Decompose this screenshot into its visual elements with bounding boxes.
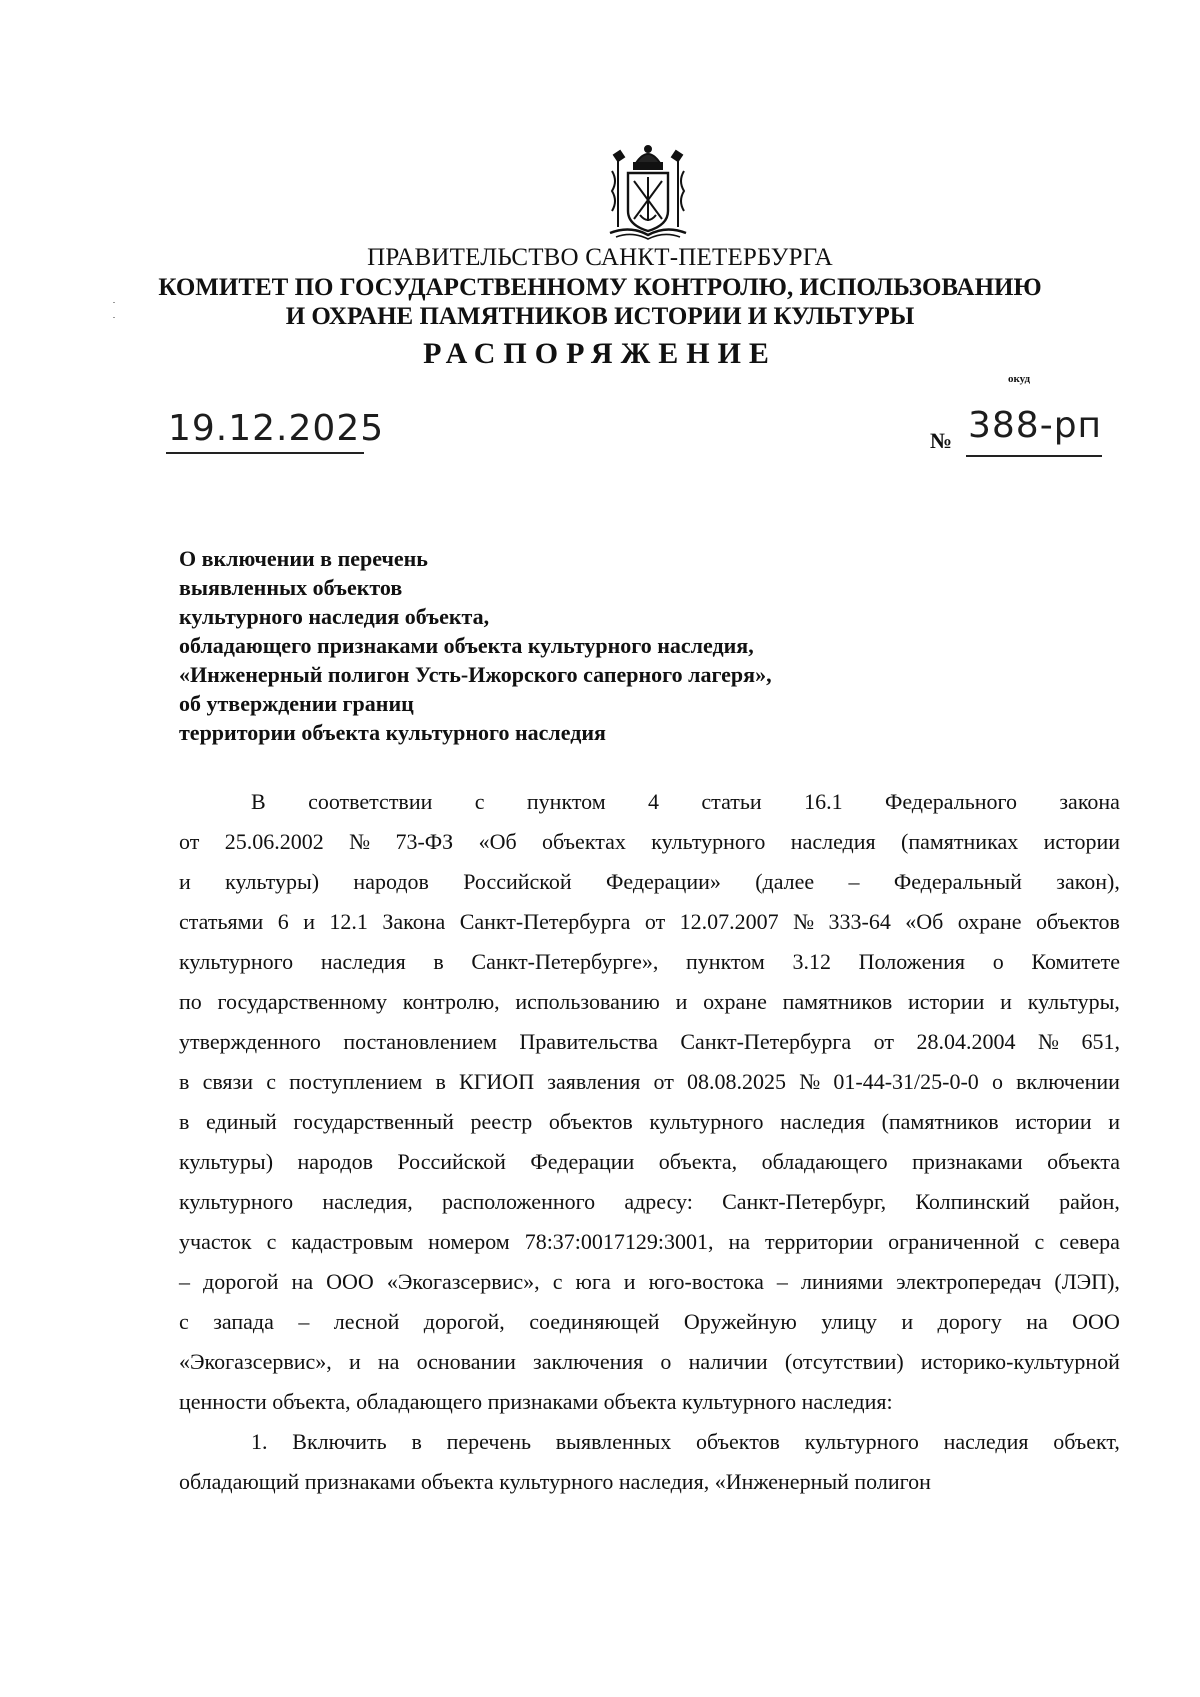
word: культуры, [1027,989,1120,1014]
word: культуры) [225,869,320,894]
word: заявления [547,1069,641,1094]
word: Федерации» [605,869,721,894]
word: закон), [1056,869,1120,894]
word: 12.07.2007 [679,909,779,934]
word: 78:37:0017129:3001, [524,1229,714,1254]
title-line: обладающего признаками объекта культурного наследия, [179,633,754,658]
word: район, [1059,1189,1120,1214]
word: «Экогазсервис», [386,1269,540,1294]
body-line [179,1262,1120,1302]
body-line [179,862,1120,902]
word: юго-востока [648,1269,764,1294]
body-line [179,1422,1120,1462]
word: контролю, [402,989,500,1014]
word: «Экогазсервис», [179,1349,332,1374]
word: (памятниках [901,829,1019,854]
word: № [1037,1029,1059,1054]
word: 3.12 [792,949,831,974]
word: перечень [446,1429,532,1454]
word: соединяющей [529,1309,660,1334]
word: Федерации [530,1149,635,1174]
word: (далее [755,869,815,894]
word: на [291,1269,314,1294]
word: 4 [648,789,660,814]
word: 16.1 [804,789,843,814]
word: выявленных [555,1429,672,1454]
word: севера [1059,1229,1120,1254]
word: пунктом [686,949,765,974]
word: наследия [780,1109,865,1134]
word: с [474,789,485,814]
word: 08.08.2025 [687,1069,787,1094]
word: истории [908,989,985,1014]
word: «Об [905,909,944,934]
body-line [179,782,1120,822]
word: в [433,949,444,974]
word: наследия [320,949,406,974]
word: Положения [858,949,966,974]
word: поступлением [289,1069,423,1094]
word: закона [1059,789,1120,814]
word: с [179,1309,189,1334]
word: о [992,949,1004,974]
document-number: 388-рп [968,405,1103,446]
word: 28.04.2004 [916,1029,1016,1054]
body-line [179,1182,1120,1222]
word: культурного [804,1429,919,1454]
word: реестр [470,1109,533,1134]
word: памятников [782,989,893,1014]
word: объекта, [658,1149,738,1174]
coat-of-arms-emblem [600,141,696,241]
word: Включить [292,1429,387,1454]
word: охране [957,909,1022,934]
document-date: 19.12.2025 [168,408,385,449]
word: № [349,829,371,854]
word: и [303,909,315,934]
word: наследия [790,829,876,854]
word: в [179,1069,190,1094]
word: признаками [912,1149,1023,1174]
word: заключения [533,1349,644,1374]
title-line: территории объекта культурного наследия [179,720,606,745]
word: и [1108,1109,1120,1134]
word: объект, [1053,1429,1120,1454]
word: о [991,1069,1003,1094]
word: от [179,829,200,854]
word: с [266,1069,276,1094]
word: ООО [326,1269,374,1294]
word: № [799,1069,821,1094]
word: В [251,789,266,814]
word: лесной [333,1309,400,1334]
word: запада [213,1309,274,1334]
body-line [179,1022,1120,1062]
word: обладающего [761,1149,888,1174]
word: историко-культурной [920,1349,1120,1374]
word: культурного [651,829,766,854]
word: расположенного [441,1189,596,1214]
word: государственный [293,1109,454,1134]
word: народов [297,1149,373,1174]
body-line [179,1062,1120,1102]
word: статьи [701,789,762,814]
word: с [266,1229,277,1254]
word: Оружейную [683,1309,797,1334]
word: дорогой, [423,1309,505,1334]
word: и [901,1309,914,1334]
committee-name-line-2: И ОХРАНЕ ПАМЯТНИКОВ ИСТОРИИ И КУЛЬТУРЫ [285,303,915,330]
word: дорогой [203,1269,279,1294]
word: и [348,1349,361,1374]
word: и [1000,989,1012,1014]
word: наследия, [322,1189,413,1214]
word: на [377,1349,400,1374]
word: Санкт-Петербурга [459,909,631,934]
document-title [179,544,772,747]
word: в [179,1109,190,1134]
word: объектов [696,1429,780,1454]
word: Закона [382,909,446,934]
word: 651, [1081,1029,1120,1054]
body-line [179,902,1120,942]
word: улицу [821,1309,877,1334]
word: линиями [800,1269,884,1294]
scan-mark [113,302,115,303]
word: утвержденного [179,1029,321,1054]
word: номером [428,1229,510,1254]
word: Санкт-Петербурга [680,1029,852,1054]
document-type: РАСПОРЯЖЕНИЕ [423,337,777,370]
body-line [179,1302,1120,1342]
word: пунктом [526,789,606,814]
word: с [1034,1229,1045,1254]
number-underline [966,455,1102,457]
word: на [1026,1309,1048,1334]
word: Российской [463,869,572,894]
word: соответствии [308,789,433,814]
word: объектов [1036,909,1120,934]
word: 12.1 [329,909,368,934]
body-line [179,1142,1120,1182]
word: 1. [251,1429,268,1454]
word: в [411,1429,422,1454]
body-line [179,1102,1120,1142]
body-line: обладающий признаками объекта культурного наследия, «Инженерный полигон [179,1469,931,1494]
body-line [179,1222,1120,1262]
word: (отсутствии) [784,1349,904,1374]
word: статьями [179,909,264,934]
word: и [623,1269,636,1294]
word: – [848,869,860,894]
title-line: О включении в перечень [179,546,428,571]
word: Колпинский [915,1189,1030,1214]
title-line: об утверждении границ [179,691,414,716]
word: наследия [943,1429,1029,1454]
committee-name [0,273,1200,331]
body-line [179,822,1120,862]
word: народов [353,869,429,894]
word: на [728,1229,751,1254]
word: 6 [277,909,289,934]
word: культурного [179,949,294,974]
word: охране [703,989,767,1014]
word: (памятников [881,1109,999,1134]
word: 01-44-31/25-0-0 [833,1069,979,1094]
word: объектах [542,829,626,854]
word: в [435,1069,446,1094]
word: дорогу [937,1309,1002,1334]
word: от [873,1029,894,1054]
body-line [179,942,1120,982]
word: (ЛЭП), [1054,1269,1120,1294]
word: культуры) [179,1149,274,1174]
number-sign: № [930,428,953,453]
word: Федеральный [893,869,1022,894]
word: от [653,1069,674,1094]
word: – [776,1269,788,1294]
word: 73-ФЗ [395,829,454,854]
body-line: ценности объекта, обладающего признаками объекта культурного наследия: [179,1389,893,1414]
word: использованию [515,989,660,1014]
government-name: ПРАВИТЕЛЬСТВО САНКТ-ПЕТЕРБУРГА [367,244,833,271]
word: Правительства [519,1029,658,1054]
body-line [179,982,1120,1022]
okud-label: окуд [1008,373,1031,385]
word: наличии [688,1349,768,1374]
word: 25.06.2002 [224,829,324,854]
word: объекта [1047,1149,1120,1174]
word: культурного [649,1109,764,1134]
word: № [793,909,815,934]
word: единый [205,1109,277,1134]
body-line [179,1342,1120,1382]
word: и [179,869,191,894]
word: КГИОП [459,1069,535,1094]
word: Комитете [1031,949,1120,974]
document-body [179,782,1120,1502]
word: от [644,909,666,934]
word: истории [1015,1109,1092,1134]
word: Российской [397,1149,506,1174]
word: ООО [1072,1309,1120,1334]
word: 333-64 [828,909,891,934]
word: – [298,1309,310,1334]
word: государственному [217,989,388,1014]
title-line: культурного наследия объекта, [179,604,490,629]
word: адресу: [624,1189,693,1214]
word: связи [202,1069,254,1094]
word: с [552,1269,563,1294]
word: участок [179,1229,252,1254]
word: о [660,1349,672,1374]
title-line: «Инженерный полигон Усть-Ижорского саперного лагеря», [179,662,772,687]
committee-name-line-1: КОМИТЕТ ПО ГОСУДАРСТВЕННОМУ КОНТРОЛЮ, ИСПОЛЬЗОВАНИЮ [158,274,1042,301]
word: истории [1043,829,1120,854]
word: Санкт-Петербурге», [471,949,659,974]
word: культурного [179,1189,294,1214]
word: основании [416,1349,516,1374]
title-line: выявленных объектов [179,575,403,600]
word: ограниченной [888,1229,1020,1254]
word: электропередач [896,1269,1042,1294]
date-underline [166,452,364,454]
word: включении [1016,1069,1120,1094]
word: объектов [548,1109,633,1134]
word: постановлением [343,1029,497,1054]
word: по [179,989,202,1014]
word: и [675,989,688,1014]
word: территории [765,1229,874,1254]
word: «Об [478,829,517,854]
word: – [179,1269,190,1294]
word: Санкт-Петербург, [722,1189,887,1214]
word: Федерального [884,789,1017,814]
word: юга [575,1269,611,1294]
word: кадастровым [291,1229,414,1254]
scan-mark [113,317,115,318]
